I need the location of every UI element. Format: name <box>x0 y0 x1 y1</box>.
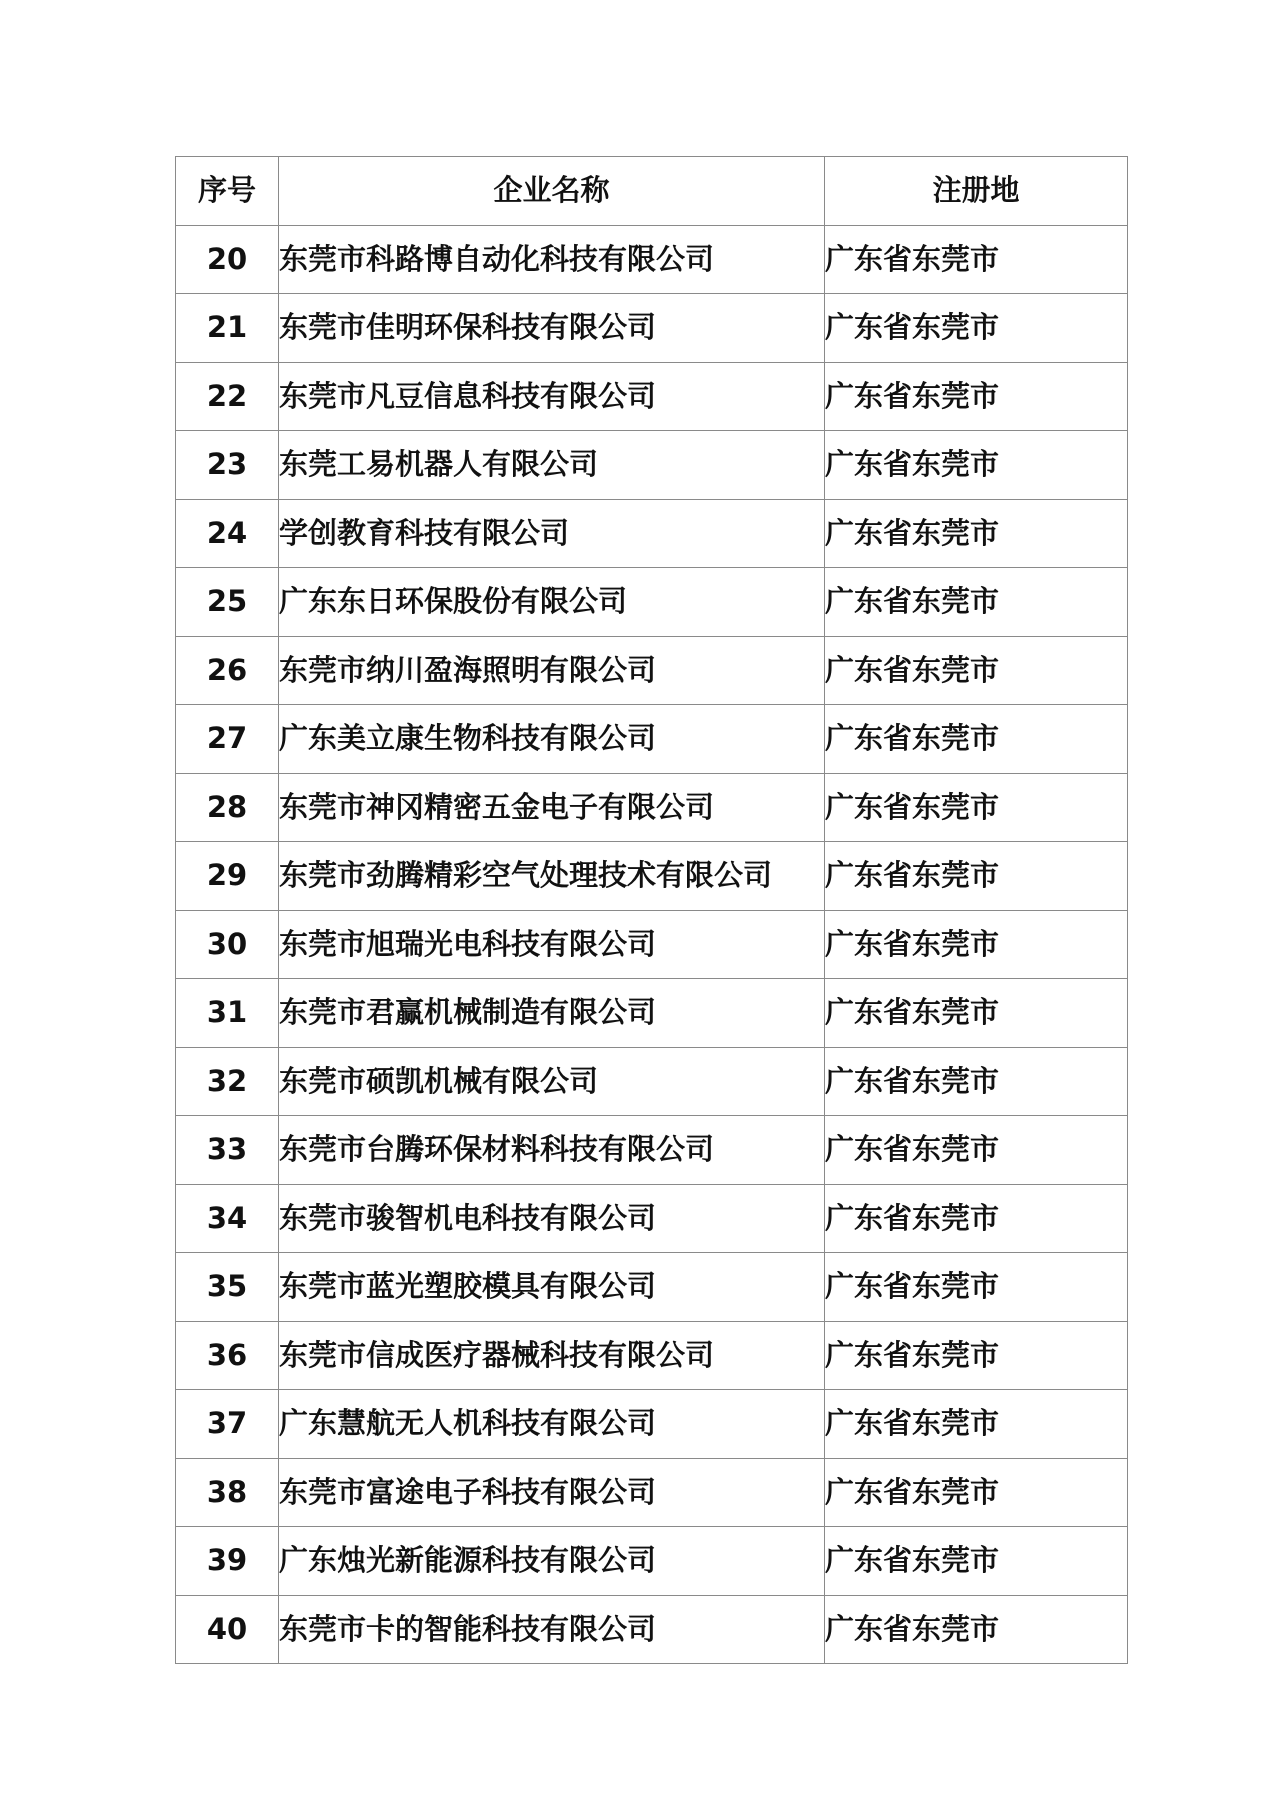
row-number: 25 <box>176 568 279 637</box>
company-name: 广东慧航无人机科技有限公司 <box>279 1390 825 1459</box>
registration-place: 广东省东莞市 <box>825 568 1128 637</box>
row-number: 32 <box>176 1047 279 1116</box>
registration-place: 广东省东莞市 <box>825 1253 1128 1322</box>
table-row <box>176 294 1128 363</box>
row-number: 33 <box>176 1116 279 1185</box>
company-name: 广东美立康生物科技有限公司 <box>279 705 825 774</box>
header-company-name: 企业名称 <box>279 157 825 226</box>
table-row <box>176 1321 1128 1390</box>
registration-place: 广东省东莞市 <box>825 636 1128 705</box>
table-row <box>176 1458 1128 1527</box>
table-row <box>176 1184 1128 1253</box>
table-row <box>176 773 1128 842</box>
table-row <box>176 1253 1128 1322</box>
row-number: 29 <box>176 842 279 911</box>
row-number: 22 <box>176 362 279 431</box>
company-name: 东莞市硕凯机械有限公司 <box>279 1047 825 1116</box>
table-row <box>176 568 1128 637</box>
row-number: 21 <box>176 294 279 363</box>
company-name: 东莞市劲腾精彩空气处理技术有限公司 <box>279 842 825 911</box>
table-row <box>176 1527 1128 1596</box>
row-number: 35 <box>176 1253 279 1322</box>
row-number: 38 <box>176 1458 279 1527</box>
table-row <box>176 431 1128 500</box>
company-name: 广东烛光新能源科技有限公司 <box>279 1527 825 1596</box>
table-row <box>176 1595 1128 1664</box>
company-name: 东莞工易机器人有限公司 <box>279 431 825 500</box>
row-number: 34 <box>176 1184 279 1253</box>
company-name: 东莞市君赢机械制造有限公司 <box>279 979 825 1048</box>
table-row <box>176 362 1128 431</box>
registration-place: 广东省东莞市 <box>825 842 1128 911</box>
company-name: 东莞市卡的智能科技有限公司 <box>279 1595 825 1664</box>
company-name: 东莞市佳明环保科技有限公司 <box>279 294 825 363</box>
table-row <box>176 979 1128 1048</box>
table-row <box>176 705 1128 774</box>
company-table <box>175 156 1128 1664</box>
header-registration: 注册地 <box>825 157 1128 226</box>
registration-place: 广东省东莞市 <box>825 773 1128 842</box>
registration-place: 广东省东莞市 <box>825 362 1128 431</box>
table-row <box>176 499 1128 568</box>
company-name: 东莞市科路博自动化科技有限公司 <box>279 225 825 294</box>
table-row <box>176 842 1128 911</box>
company-name: 东莞市旭瑞光电科技有限公司 <box>279 910 825 979</box>
company-name: 东莞市蓝光塑胶模具有限公司 <box>279 1253 825 1322</box>
registration-place: 广东省东莞市 <box>825 1527 1128 1596</box>
company-name: 东莞市凡豆信息科技有限公司 <box>279 362 825 431</box>
registration-place: 广东省东莞市 <box>825 1116 1128 1185</box>
row-number: 30 <box>176 910 279 979</box>
registration-place: 广东省东莞市 <box>825 979 1128 1048</box>
registration-place: 广东省东莞市 <box>825 294 1128 363</box>
table-row <box>176 1047 1128 1116</box>
registration-place: 广东省东莞市 <box>825 1390 1128 1459</box>
registration-place: 广东省东莞市 <box>825 1458 1128 1527</box>
registration-place: 广东省东莞市 <box>825 1184 1128 1253</box>
company-name: 东莞市纳川盈海照明有限公司 <box>279 636 825 705</box>
company-name: 广东东日环保股份有限公司 <box>279 568 825 637</box>
registration-place: 广东省东莞市 <box>825 499 1128 568</box>
row-number: 31 <box>176 979 279 1048</box>
registration-place: 广东省东莞市 <box>825 910 1128 979</box>
company-name: 东莞市神冈精密五金电子有限公司 <box>279 773 825 842</box>
row-number: 23 <box>176 431 279 500</box>
row-number: 26 <box>176 636 279 705</box>
company-name: 学创教育科技有限公司 <box>279 499 825 568</box>
row-number: 40 <box>176 1595 279 1664</box>
row-number: 39 <box>176 1527 279 1596</box>
row-number: 24 <box>176 499 279 568</box>
row-number: 36 <box>176 1321 279 1390</box>
table-row <box>176 636 1128 705</box>
registration-place: 广东省东莞市 <box>825 1595 1128 1664</box>
table-row <box>176 910 1128 979</box>
registration-place: 广东省东莞市 <box>825 1321 1128 1390</box>
company-name: 东莞市信成医疗器械科技有限公司 <box>279 1321 825 1390</box>
table-row <box>176 225 1128 294</box>
row-number: 27 <box>176 705 279 774</box>
header-number: 序号 <box>176 157 279 226</box>
registration-place: 广东省东莞市 <box>825 225 1128 294</box>
registration-place: 广东省东莞市 <box>825 705 1128 774</box>
row-number: 20 <box>176 225 279 294</box>
company-name: 东莞市台腾环保材料科技有限公司 <box>279 1116 825 1185</box>
table-row <box>176 1116 1128 1185</box>
company-name: 东莞市富途电子科技有限公司 <box>279 1458 825 1527</box>
table-row <box>176 1390 1128 1459</box>
registration-place: 广东省东莞市 <box>825 431 1128 500</box>
table-header-row <box>176 157 1128 226</box>
row-number: 37 <box>176 1390 279 1459</box>
row-number: 28 <box>176 773 279 842</box>
company-name: 东莞市骏智机电科技有限公司 <box>279 1184 825 1253</box>
registration-place: 广东省东莞市 <box>825 1047 1128 1116</box>
